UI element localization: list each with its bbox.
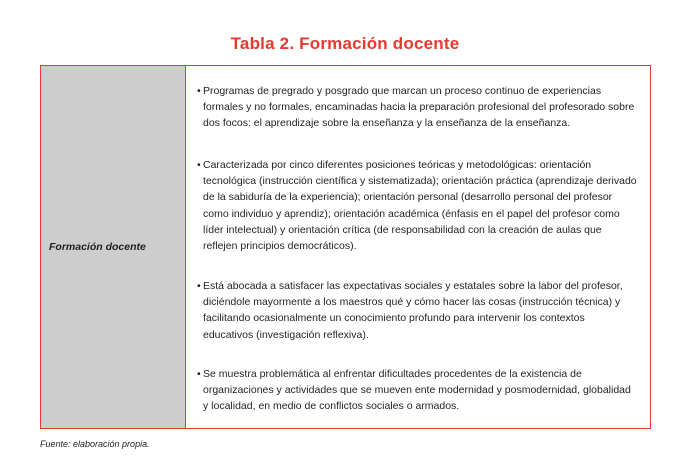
bullet-item <box>197 278 637 343</box>
bullet-text: Se muestra problemática al enfrentar dificultades procedentes de la existencia de organizaciones y actividades que se mueven ente modernidad y posmodernidad, globalidad y localidad, en medio de conflictos sociales o armados. <box>203 368 631 413</box>
row-label: Formación docente <box>49 241 146 253</box>
source-note: Fuente: elaboración propia. <box>40 439 150 449</box>
bullet-item <box>197 157 637 254</box>
bullet-text: Programas de pregrado y posgrado que marcan un proceso continuo de experiencias formales y no formales, encaminadas hacia la preparación profesional del profesorado sobre dos focos: el aprendizaje sobre la enseñanza y la enseñanza de la enseñanza. <box>203 85 635 130</box>
bullet-dot: • <box>197 85 201 97</box>
bullet-dot: • <box>197 159 201 171</box>
bullet-dot: • <box>197 280 201 292</box>
bullet-text: Está abocada a satisfacer las expectativas sociales y estatales sobre la labor del profesor, diciéndole mayormente a los maestros qué y cómo hacer las cosas (instrucción técnica) y facilitando ocasionalmente un conocimiento profundo para intervenir los contextos educativos (investigación reflexiva). <box>203 280 623 341</box>
table-title: Tabla 2. Formación docente <box>230 34 460 53</box>
bullet-item <box>197 366 637 415</box>
formacion-docente-table <box>40 65 651 429</box>
bullet-item <box>197 83 637 132</box>
bullet-text: Caracterizada por cinco diferentes posiciones teóricas y metodológicas: orientación tecnológica (instrucción científica y sistematizada); orientación práctica (aprendizaje derivado de la sabiduría de la experiencia); orientación personal (desarrollo personal del profesor como individuo y aprendiz); orientación académica (énfasis en el papel del profesor como líder intelectual) y orientación crítica (de responsabilidad con la creación de aulas que reflejen principios democráticos). <box>203 159 637 253</box>
row-label-cell <box>41 66 186 428</box>
bullet-dot: • <box>197 368 201 380</box>
content-cell <box>186 66 650 428</box>
